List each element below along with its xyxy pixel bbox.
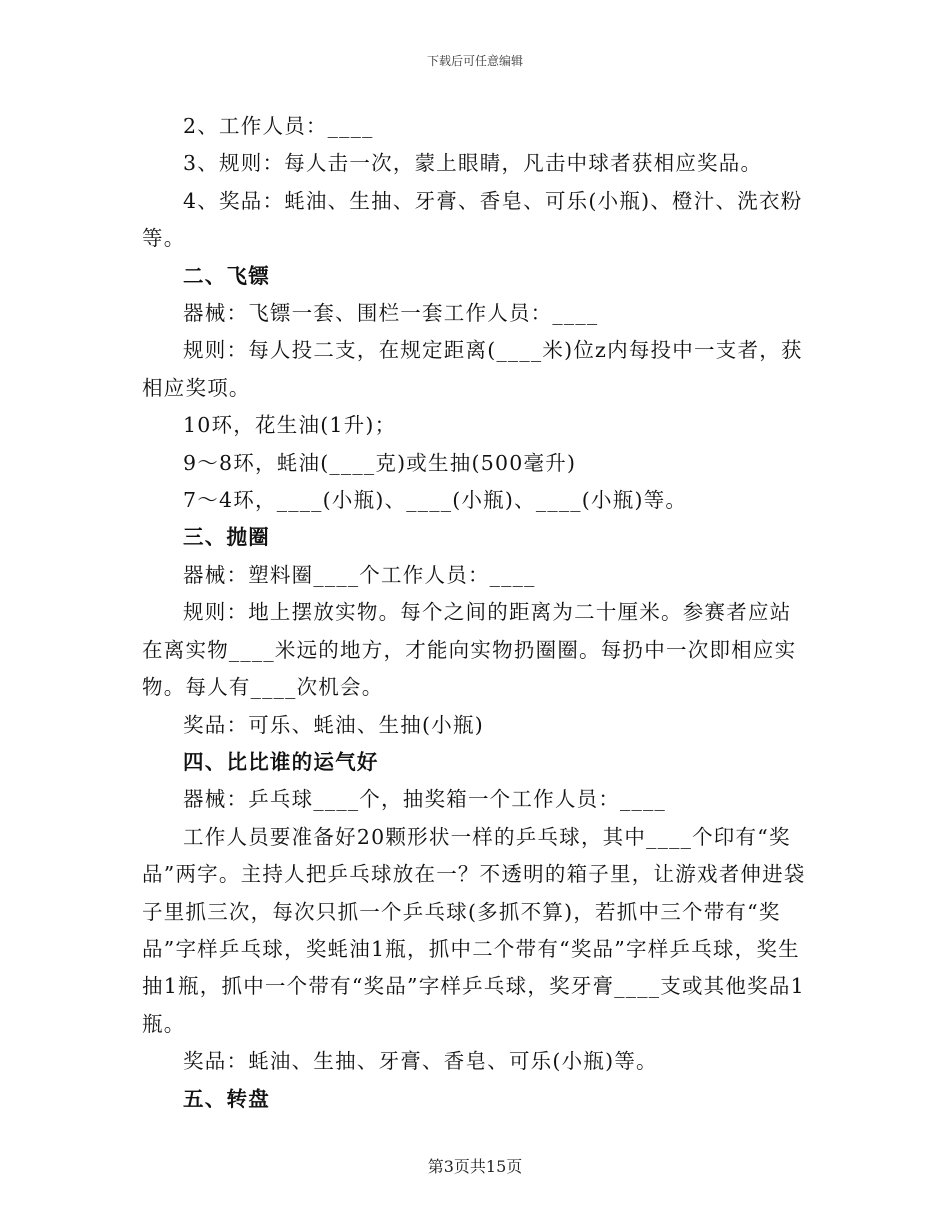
paragraph-rules: 3、规则：每人击一次，蒙上眼睛，凡击中球者获相应奖品。	[183, 151, 763, 176]
section-heading-wheel: 五、转盘	[183, 1086, 270, 1111]
paragraph-darts-ring-7-4: 7～4环，____(小瓶)、____(小瓶)、____(小瓶)等。	[183, 488, 688, 513]
paragraph-darts-equipment: 器械：飞镖一套、围栏一套工作人员：____	[183, 301, 599, 326]
page-footer: 第3页共15页	[427, 1157, 523, 1176]
paragraph-prizes: 4、奖品：蚝油、生抽、牙膏、香皂、可乐(小瓶)、橙汁、洗衣粉等。	[142, 188, 803, 251]
section-heading-luck: 四、比比谁的运气好	[183, 749, 379, 774]
paragraph-ring-toss-prizes: 奖品：可乐、蚝油、生抽(小瓶)	[183, 712, 484, 737]
paragraph-darts-ring-9-8: 9～8环，蚝油(____克)或生抽(500毫升)	[183, 450, 577, 475]
section-heading-darts: 二、飞镖	[183, 263, 270, 288]
paragraph-ring-toss-rules: 规则：地上摆放实物。每个之间的距离为二十厘米。参赛者应站在离实物____米远的地方，才能向实物扔圈圈。每扔中一次即相应实物。每人有____次机会。	[142, 600, 797, 700]
page-header: 下载后可任意编辑	[426, 54, 523, 68]
paragraph-staff: 2、工作人员：____	[183, 114, 374, 138]
paragraph-darts-rules: 规则：每人投二支，在规定距离(____米)位z内每投中一支者，获相应奖项。	[142, 338, 803, 400]
paragraph-luck-equipment: 器械：乒乓球____个，抽奖箱一个工作人员：____	[183, 787, 666, 812]
paragraph-luck-prizes: 奖品：蚝油、生抽、牙膏、香皂、可乐(小瓶)等。	[183, 1049, 658, 1074]
document-body	[142, 108, 806, 1118]
paragraph-darts-ring-10: 10环，花生油(1升)；	[183, 413, 397, 438]
paragraph-ring-toss-equipment: 器械：塑料圈____个工作人员：____	[183, 562, 536, 587]
paragraph-luck-rules: 工作人员要准备好20颗形状一样的乒乓球，其中____个印有“奖品”两字。主持人把乒乓球放在一？不透明的箱子里，让游戏者伸进袋子里抓三次，每次只抓一个乒乓球(多抓不算)，若抓中三个带有“奖品”字样乒乓球，奖蚝油1瓶，抓中二个带有“奖品”字样乒乓球，奖生抽1瓶，抓中一个带有“奖品”字样乒乓球，奖牙膏____支或其他奖品1瓶。	[142, 824, 806, 1036]
section-heading-ring-toss: 三、抛圈	[183, 525, 270, 550]
